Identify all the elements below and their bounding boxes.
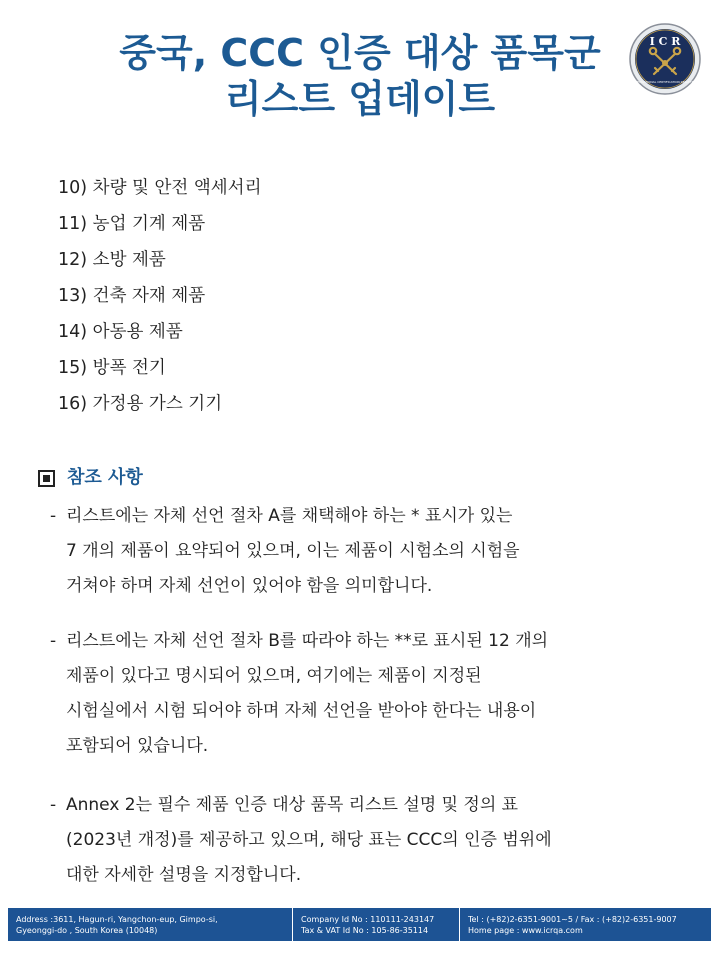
reference-paragraph-3 (50, 788, 690, 893)
list-item: 16) 가정용 가스 기기 (58, 394, 223, 414)
homepage-link[interactable]: Home page : www.icrqa.com (468, 925, 583, 935)
tel-fax: Tel : (+82)2-6351-9001~5 / Fax : (+82)2-6351-9007 (468, 914, 677, 924)
list-item: 13) 건축 자재 제품 (58, 286, 206, 306)
dash-bullet-icon: - (50, 795, 57, 815)
list-item: 15) 방폭 전기 (58, 358, 166, 378)
address-line-1: Address :3611, Hagun-ri, Yangchon-eup, Gimpo-si, (16, 914, 218, 924)
list-item: 10) 차량 및 안전 액세서리 (58, 178, 262, 198)
paragraph-line: 거쳐야 하며 자체 선언이 있어야 함을 의미합니다. (66, 576, 433, 596)
title-line-1: 중국, CCC 인증 대상 품목군 (119, 31, 601, 75)
paragraph-line: 리스트에는 자체 선언 절차 B를 따라야 하는 **로 표시된 12 개의 (66, 631, 549, 651)
paragraph-line: 대한 자세한 설명을 지정합니다. (66, 865, 302, 885)
paragraph-line: 포함되어 있습니다. (66, 736, 209, 756)
paragraph-line: 리스트에는 자체 선언 절차 A를 채택해야 하는 * 표시가 있는 (66, 506, 513, 526)
address-line-2: Gyeonggi-do , South Korea (10048) (16, 925, 158, 935)
reference-heading (38, 463, 143, 493)
list-item: 11) 농업 기계 제품 (58, 214, 206, 234)
logo-text: I C R (649, 35, 681, 48)
company-id: Company Id No : 110111-243147 (301, 914, 435, 924)
dash-bullet-icon: - (50, 631, 57, 651)
paragraph-line: 시험실에서 시험 되어야 하며 자체 선언을 받아야 한다는 내용이 (66, 701, 537, 721)
footer-contact (459, 908, 711, 941)
footer-address (8, 908, 292, 941)
reference-paragraph-1 (50, 499, 690, 604)
square-bullet-icon (38, 470, 55, 487)
product-category-list (58, 170, 262, 422)
logo-subtext: INTERNATIONAL CERTIFICATION REGISTRAR (632, 80, 698, 84)
reference-paragraph-2 (50, 624, 690, 764)
dash-bullet-icon: - (50, 506, 57, 526)
title-line-2: 리스트 업데이트 (224, 77, 496, 121)
reference-heading-label: 참조 사항 (67, 467, 143, 488)
paragraph-line: 7 개의 제품이 요약되어 있으며, 이는 제품이 시험소의 시험을 (66, 541, 520, 561)
paragraph-line: 제품이 있다고 명시되어 있으며, 여기에는 제품이 지정된 (66, 666, 482, 686)
page-footer (8, 908, 711, 941)
list-item: 12) 소방 제품 (58, 250, 166, 270)
icr-logo (628, 22, 702, 96)
page-title (60, 30, 660, 122)
list-item: 14) 아동용 제품 (58, 322, 183, 342)
paragraph-line: (2023년 개정)를 제공하고 있으며, 해당 표는 CCC의 인증 범위에 (66, 830, 552, 850)
tax-id: Tax & VAT Id No : 105-86-35114 (301, 925, 429, 935)
paragraph-line: Annex 2는 필수 제품 인증 대상 품목 리스트 설명 및 정의 표 (66, 795, 519, 815)
footer-ids (292, 908, 459, 941)
